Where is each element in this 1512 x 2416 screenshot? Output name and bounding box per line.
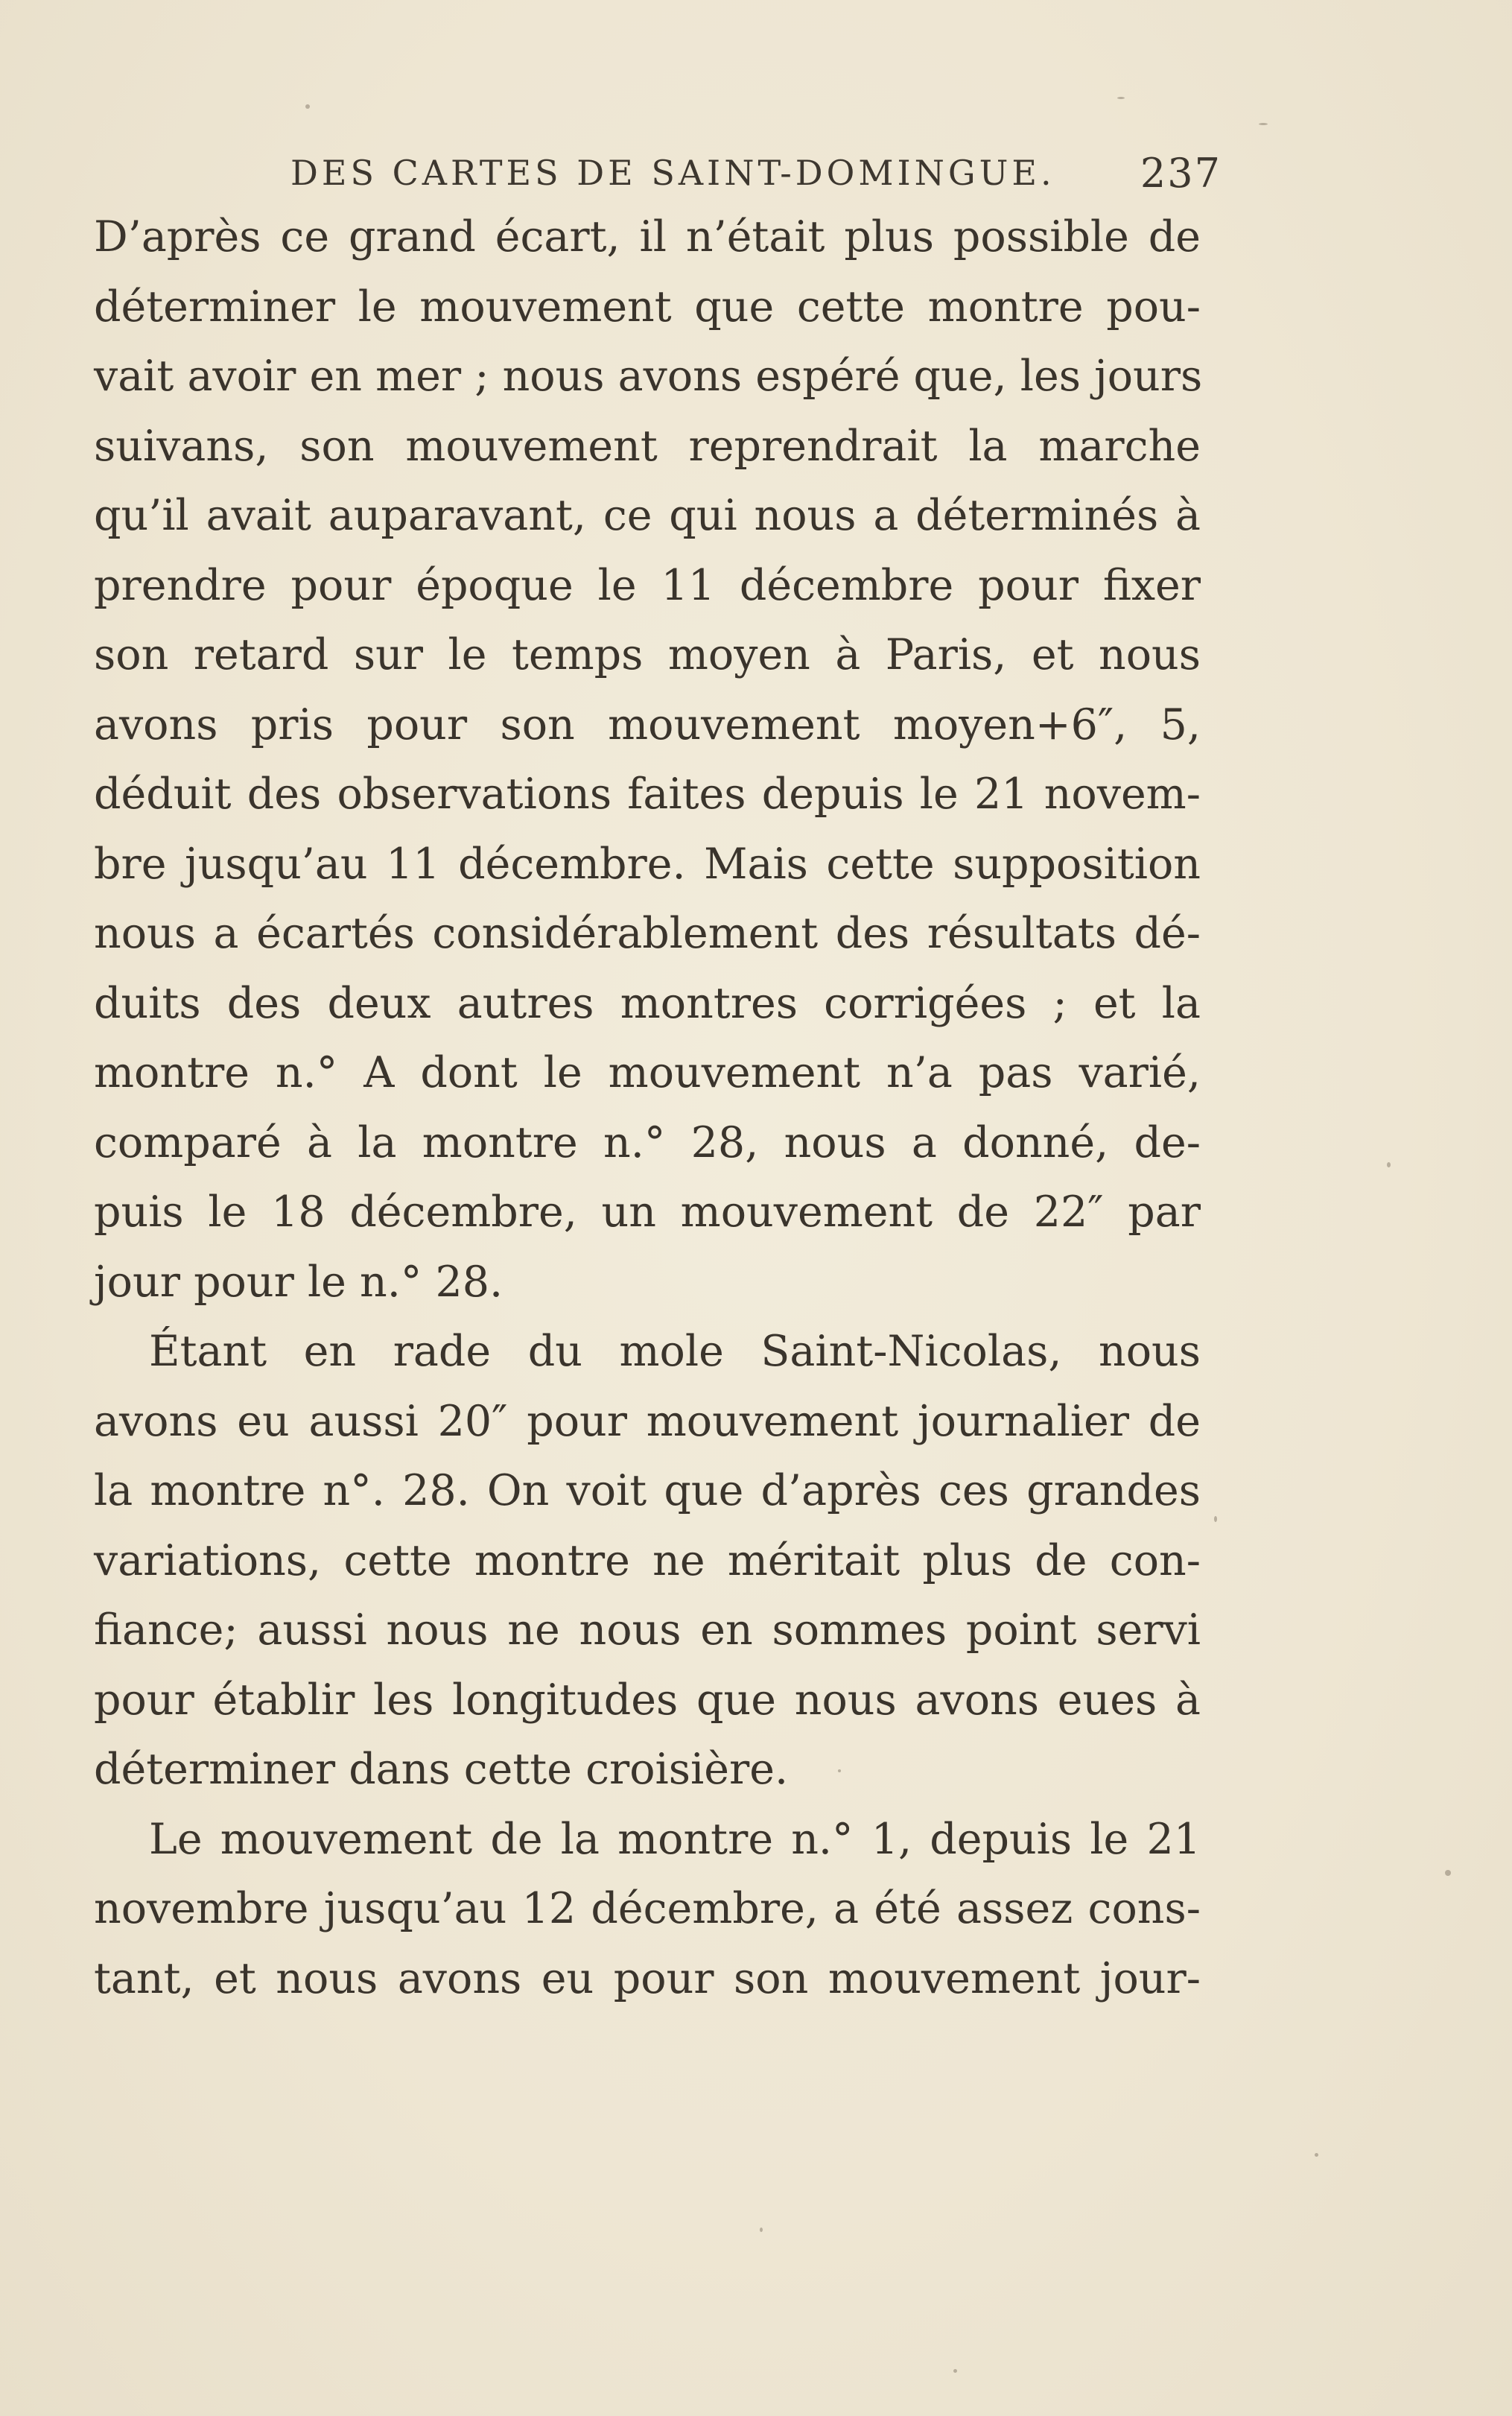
page-header [290, 150, 1222, 205]
paper-speck [305, 104, 310, 109]
paper-speck [1387, 1162, 1391, 1167]
text-line: avons eu aussi 20″ pour mouvement journalier de [94, 1396, 1201, 1446]
text-line: avons pris pour son mouvement moyen+6″, 5, [94, 700, 1201, 749]
text-line: déterminer dans cette croisière. [94, 1745, 789, 1794]
text-line: déduit des observations faites depuis le 21 novem- [94, 770, 1201, 819]
text-line: D’après ce grand écart, il n’était plus possible de [94, 212, 1201, 261]
body-text [94, 203, 1201, 2014]
paper-speck [1445, 1870, 1451, 1876]
text-line: la montre n°. 28. On voit que d’après ces grandes [94, 1466, 1201, 1515]
text-line: suivans, son mouvement reprendrait la marche [94, 421, 1201, 471]
text-line: comparé à la montre n.° 28, nous a donné, de- [94, 1117, 1201, 1167]
text-line: puis le 18 décembre, un mouvement de 22″ par [94, 1188, 1201, 1237]
text-line: son retard sur le temps moyen à Paris, et nous [94, 630, 1201, 679]
text-line: vait avoir en mer ; nous avons espéré que, les jours [94, 352, 1203, 401]
text-line: déterminer le mouvement que cette montre pou- [94, 282, 1201, 332]
running-head: DES CARTES DE SAINT-DOMINGUE. [290, 153, 1055, 193]
paper-speck [838, 1769, 841, 1772]
paper-speck [1117, 97, 1125, 99]
text-line: variations, cette montre ne méritait plus de con- [94, 1535, 1201, 1585]
text-line: novembre jusqu’au 12 décembre, a été assez cons- [94, 1884, 1201, 1933]
text-line: fiance; aussi nous ne nous en sommes point servi [94, 1605, 1201, 1655]
text-line: bre jusqu’au 11 décembre. Mais cette supposition [94, 839, 1201, 889]
paper-speck [760, 2228, 763, 2232]
text-line: prendre pour époque le 11 décembre pour fixer [94, 560, 1201, 610]
text-line: Le mouvement de la montre n.° 1, depuis le 21 [149, 1814, 1201, 1864]
text-line: Étant en rade du mole Saint-Nicolas, nous [149, 1327, 1201, 1376]
page-number: 237 [1140, 150, 1222, 197]
text-line: duits des deux autres montres corrigées ; et la [94, 978, 1201, 1028]
text-line: nous a écartés considérablement des résultats dé- [94, 909, 1201, 958]
text-line: montre n.° A dont le mouvement n’a pas varié, [94, 1048, 1201, 1097]
text-line: qu’il avait auparavant, ce qui nous a déterminés à [94, 491, 1201, 540]
text-line: pour établir les longitudes que nous avons eues à [94, 1675, 1201, 1725]
paper-speck [1214, 1516, 1217, 1522]
text-line: jour pour le n.° 28. [94, 1257, 504, 1307]
paper-speck [953, 2369, 957, 2373]
text-line: tant, et nous avons eu pour son mouvement jour- [94, 1953, 1201, 2003]
paper-speck [1259, 123, 1268, 125]
paper-speck [1315, 2153, 1318, 2157]
